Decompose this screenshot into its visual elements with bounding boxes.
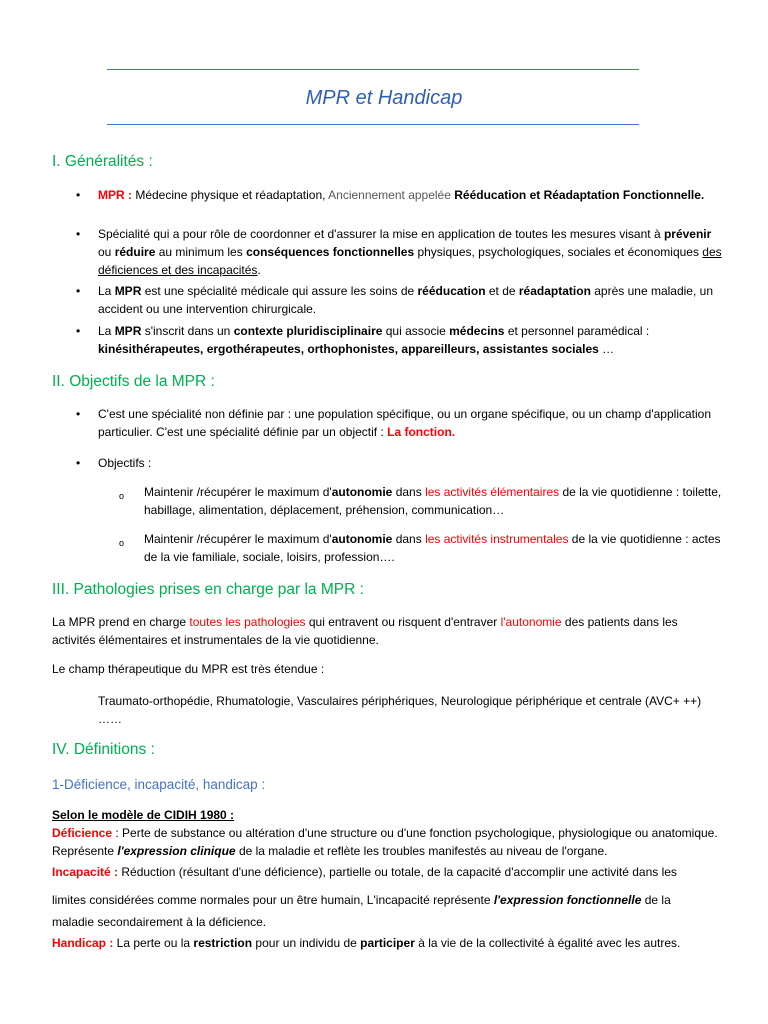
bullet-icon: • [76, 324, 81, 338]
objectif-elementaires: Maintenir /récupérer le maximum d'autonomie dans les activités élémentaires de la vie quotidienne : toilette, habillage, alimentation, déplacement, préhension, communication… [144, 485, 722, 517]
generalites-item-3: La MPR est une spécialité médicale qui assure les soins de rééducation et de réadaptation après une maladie, un accident ou une intervention chirurgicale. [98, 284, 713, 316]
bullet-icon: • [76, 284, 81, 298]
bullet-icon: • [76, 188, 81, 202]
pathologies-paragraph: La MPR prend en charge toutes les pathologies qui entravent ou risquent d'entraver l'autonomie des patients dans les activités élémentaires et instrumentales de la vie quotidienne. [52, 615, 678, 647]
generalites-item-1: MPR : Médecine physique et réadaptation, Anciennement appelée Rééducation et Réadaptation Fonctionnelle. [98, 188, 705, 202]
model-reference: Selon le modèle de CIDIH 1980 : [52, 808, 235, 822]
definition-incapacite-line2: limites considérées comme normales pour un être humain, L'incapacité représente l'expression fonctionnelle de la [52, 893, 671, 907]
bullet-icon: • [76, 456, 81, 470]
objectifs-item-1: C'est une spécialité non définie par : une population spécifique, ou un organe spécifique, ou un champ d'application particulier. C'est une spécialité définie par un objectif : La fonction. [98, 407, 712, 439]
section-heading-pathologies: III. Pathologies prises en charge par la MPR : [52, 581, 364, 598]
specialites-list: Traumato-orthopédie, Rhumatologie, Vasculaires périphériques, Neurologique périphérique et centrale (AVC+ ++) …… [98, 694, 702, 726]
title-bottom-rule [107, 124, 639, 125]
definition-handicap: Handicap : La perte ou la restriction pour un individu de participer à la vie de la collectivité à égalité avec les autres. [52, 936, 681, 950]
definition-incapacite-line3: maladie secondairement à la déficience. [52, 915, 267, 929]
page-title: MPR et Handicap [305, 87, 463, 109]
mpr-label: MPR : [98, 188, 132, 202]
section-heading-definitions: IV. Définitions : [52, 741, 155, 758]
bullet-icon: • [76, 407, 81, 421]
generalites-item-4: La MPR s'inscrit dans un contexte pluridisciplinaire qui associe médecins et personnel paramédical : kinésithérapeutes, ergothérapeutes, orthophonistes, appareilleurs, assistantes sociales … [98, 324, 650, 356]
definition-incapacite-line1: Incapacité : Réduction (résultant d'une déficience), partielle ou totale, de la capacité d'accomplir une activité dans les [52, 865, 677, 879]
section-heading-objectifs: II. Objectifs de la MPR : [52, 373, 215, 390]
subheading-deficience: 1-Déficience, incapacité, handicap : [52, 777, 266, 792]
sub-bullet-icon: o [119, 538, 125, 548]
definition-deficience: Déficience : Perte de substance ou altération d'une structure ou d'une fonction psychologique, physiologique ou anatomique. Représente l'expression clinique de la maladie et reflète les troubles manifestés au niveau de l'organe. [52, 826, 718, 858]
champ-therapeutique: Le champ thérapeutique du MPR est très étendue : [52, 662, 325, 676]
top-rule [107, 69, 639, 70]
sub-bullet-icon: o [119, 491, 125, 501]
section-heading-generalites: I. Généralités : [52, 153, 153, 170]
objectifs-item-2: Objectifs : [98, 456, 152, 470]
objectif-instrumentales: Maintenir /récupérer le maximum d'autonomie dans les activités instrumentales de la vie quotidienne : actes de la vie familiale, sociale, loisirs, profession…. [144, 532, 721, 564]
bullet-icon: • [76, 227, 81, 241]
generalites-item-2: Spécialité qui a pour rôle de coordonner et d'assurer la mise en application de toutes les mesures visant à prévenir ou réduire au minimum les conséquences fonctionnelles physiques, psychologiques, sociales et économiques des déficiences et des incapacités. [98, 227, 722, 277]
